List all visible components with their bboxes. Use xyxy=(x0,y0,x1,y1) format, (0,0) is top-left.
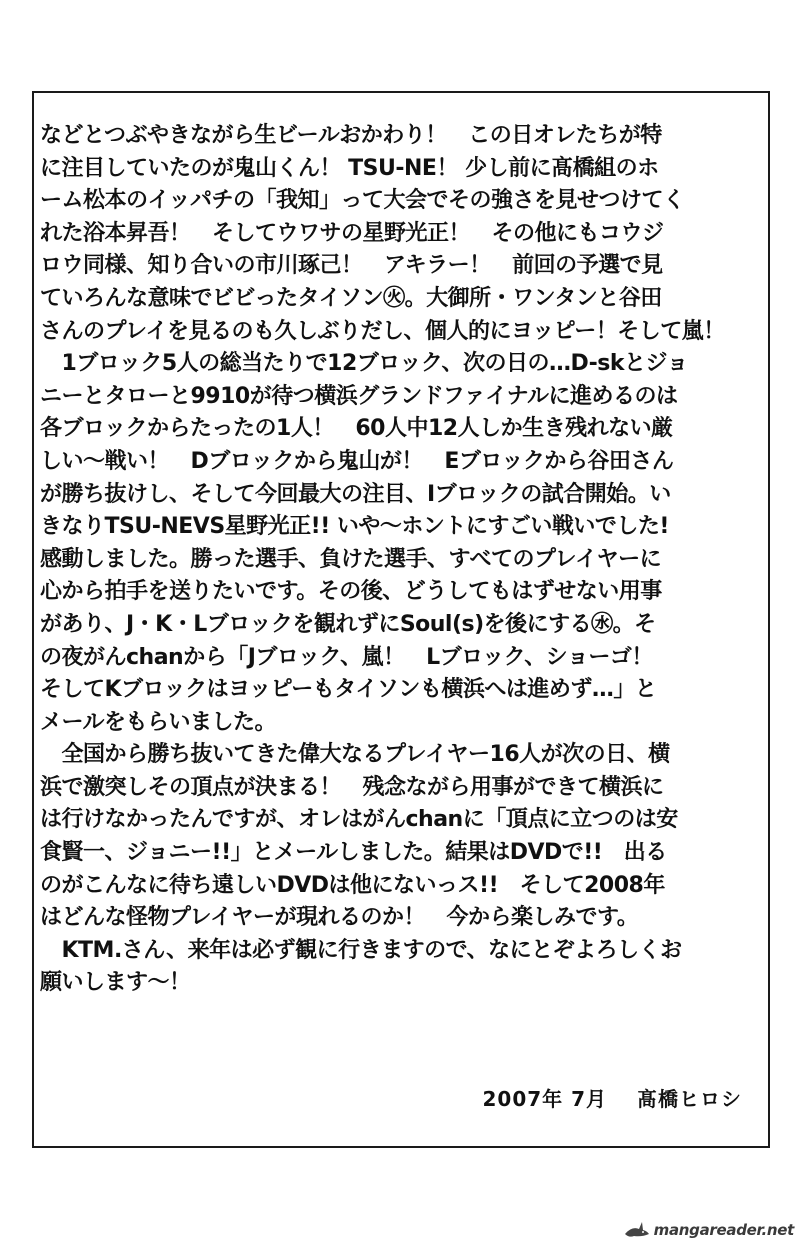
text-line: そしてKブロックはヨッピーもタイソンも横浜へは進めず…」と xyxy=(40,677,657,703)
text-line: は行けなかったんですが、オレはがんchanに「頂点に立つのは安 xyxy=(40,807,678,833)
text-line: ニーとタローと9910が待つ横浜グランドファイナルに進めるのは xyxy=(40,383,678,409)
text-line: などとつぶやきながら生ビールおかわり！ この日オレたちが特 xyxy=(40,123,662,148)
text-line: メールをもらいました。 xyxy=(40,709,277,735)
text-line: 各ブロックからたったの1人！ 60人中12人しか生き残れない厳 xyxy=(40,416,673,442)
text-line: 感動しました。勝った選手、負けた選手、すべてのプレイヤーに xyxy=(40,546,662,572)
text-line: 1ブロック5人の総当たりで12ブロック、次の日の…D-skとジョ xyxy=(40,351,689,377)
text-line: はどんな怪物プレイヤーが現れるのか！ 今から楽しみです。 xyxy=(40,905,639,931)
signature xyxy=(482,1083,742,1112)
watermark-text: mangareader.net xyxy=(653,1221,794,1239)
text-line: の夜がんchanから「Jブロック、嵐！ Lブロック、ショーゴ！ xyxy=(40,644,653,670)
text-line: 心から拍手を送りたいです。その後、どうしてもはずせない用事 xyxy=(40,579,662,605)
text-line: 食賢一、ジョニー!!」とメールしました。結果はDVDで!! 出る xyxy=(40,840,667,866)
text-line: れた浴本昇吾！ そしてウワサの星野光正！ その他にもコウジ xyxy=(40,220,664,246)
text-line: が勝ち抜けし、そして今回最大の注目、Iブロックの試合開始。い xyxy=(40,481,671,507)
text-line: ーム松本のイッパチの「我知」って大会でその強さを見せつけてく xyxy=(40,188,685,214)
afterword-text xyxy=(40,120,730,1000)
shark-logo-icon xyxy=(624,1220,650,1240)
text-line: きなりTSU-NEVS星野光正!! いや〜ホントにすごい戦いでした! xyxy=(40,514,669,540)
text-line: しい〜戦い！ Dブロックから鬼山が！ Eブロックから谷田さん xyxy=(40,448,674,474)
signature-date: 2007年 7月 xyxy=(482,1087,608,1111)
text-line: さんのプレイを見るのも久しぶりだし、個人的にヨッピー！そして嵐！ xyxy=(40,318,725,344)
text-line: 全国から勝ち抜いてきた偉大なるプレイヤー16人が次の日、横 xyxy=(40,742,670,768)
text-line: があり、J・K・Lブロックを観れずにSoul(s)を後にする㊌。そ xyxy=(40,611,656,637)
text-line: に注目していたのが鬼山くん！ TSU-NE！ 少し前に髙橋組のホ xyxy=(40,155,659,181)
text-line: ていろんな意味でビビったタイソン㊋。大御所・ワンタンと谷田 xyxy=(40,285,662,311)
text-line: 願いします〜！ xyxy=(40,970,191,996)
site-watermark xyxy=(624,1220,794,1240)
text-line: KTM.さん、来年は必ず観に行きますので、なにとぞよろしくお xyxy=(40,937,682,963)
text-line: 浜で激突しその頂点が決まる！ 残念ながら用事ができて横浜に xyxy=(40,774,664,800)
signature-author: 髙橋ヒロシ xyxy=(637,1087,742,1111)
text-line: のがこんなに待ち遠しいDVDは他にないっス!! そして2008年 xyxy=(40,872,665,898)
text-line: ロウ同様、知り合いの市川琢己！ アキラー！ 前回の予選で見 xyxy=(40,253,663,279)
